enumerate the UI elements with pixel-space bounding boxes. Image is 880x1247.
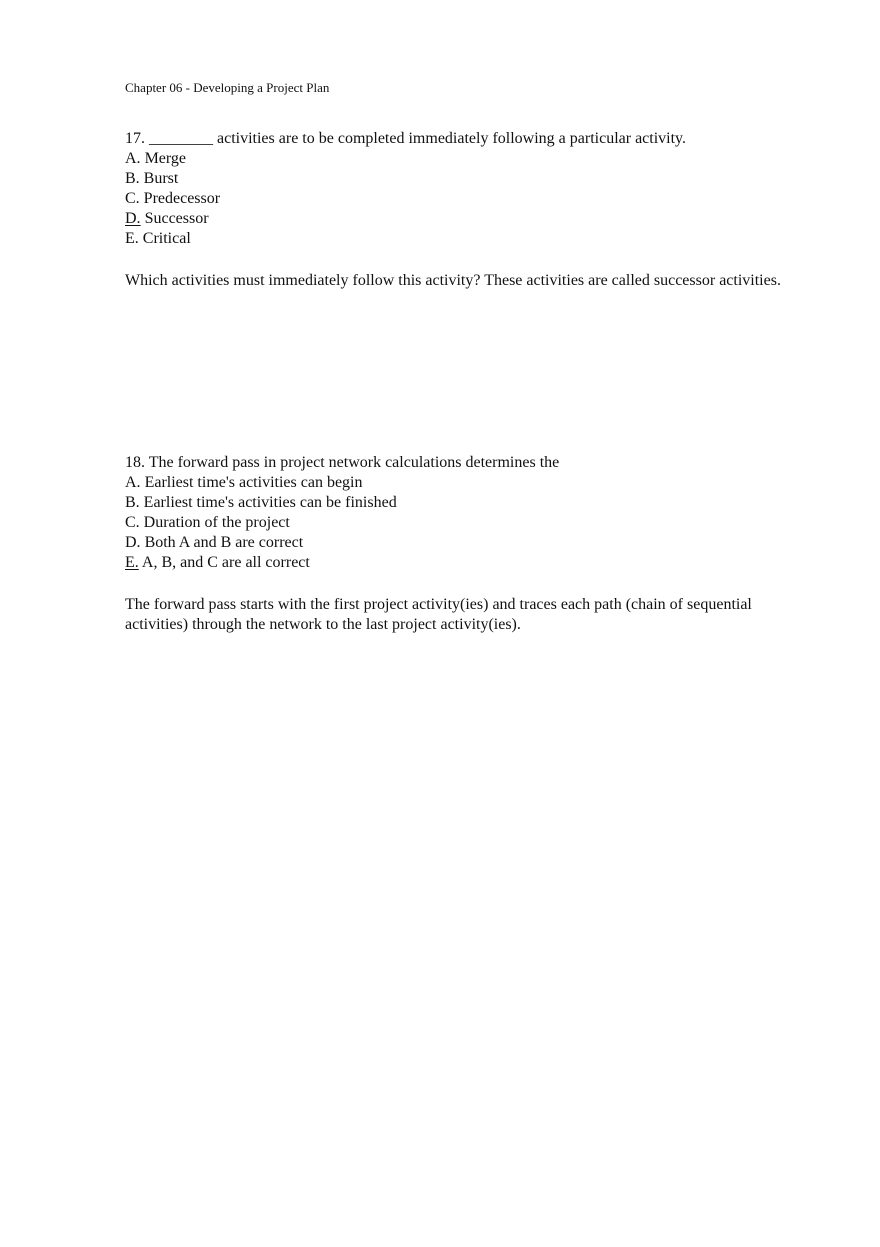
question-stem: 18. The forward pass in project network calculations determines the (125, 454, 560, 471)
option-text: Successor (144, 210, 209, 227)
option-letter: C. (125, 514, 140, 531)
option-text: Predecessor (143, 190, 221, 207)
correct-option-letter: E. (125, 554, 139, 571)
question-17 (125, 129, 785, 291)
answer-option-a (125, 149, 785, 169)
option-letter: A. (125, 474, 141, 491)
option-text: Merge (144, 150, 187, 167)
option-letter: A. (125, 150, 141, 167)
option-text: Critical (142, 230, 191, 247)
answer-option-c (125, 513, 785, 533)
page-header: Chapter 06 - Developing a Project Plan (125, 80, 330, 95)
question-stem: 17. ________ activities are to be completed immediately following a particular activity. (125, 130, 687, 147)
option-text: Both A and B are correct (144, 534, 304, 551)
option-letter: B. (125, 170, 140, 187)
answer-option-a (125, 473, 785, 493)
option-text: A, B, and C are all correct (141, 554, 310, 571)
option-text: Duration of the project (143, 514, 290, 531)
question-18 (125, 453, 785, 635)
answer-option-c (125, 189, 785, 209)
correct-option-letter: D. (125, 210, 141, 227)
answer-option-b (125, 169, 785, 189)
option-letter: E. (125, 230, 139, 247)
option-letter: C. (125, 190, 140, 207)
option-letter: D. (125, 534, 141, 551)
answer-option-d (125, 209, 785, 229)
answer-option-d (125, 533, 785, 553)
answer-explanation: The forward pass starts with the first project activity(ies) and traces each path (chain of sequential activities) through the network to the last project activity(ies). (125, 596, 752, 633)
answer-explanation: Which activities must immediately follow this activity? These activities are called successor activities. (125, 272, 781, 289)
answer-option-e (125, 553, 785, 573)
option-text: Burst (143, 170, 179, 187)
answer-option-e (125, 229, 785, 249)
option-letter: B. (125, 494, 140, 511)
option-text: Earliest time's activities can begin (144, 474, 363, 491)
option-text: Earliest time's activities can be finished (143, 494, 397, 511)
answer-option-b (125, 493, 785, 513)
